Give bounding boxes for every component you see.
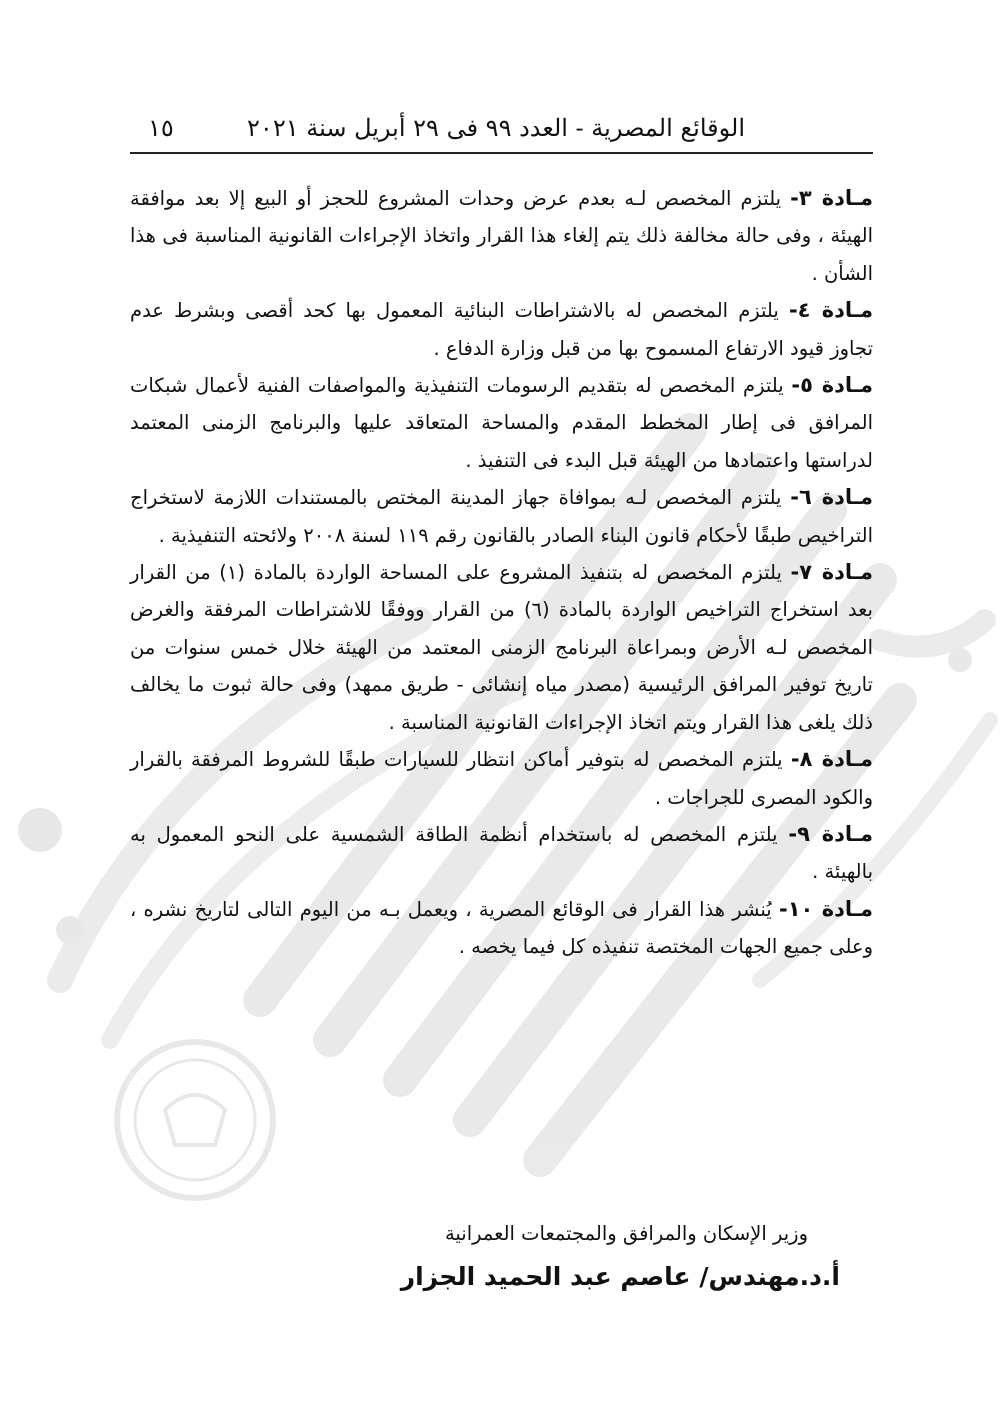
article-label: مـادة ١٠-: [779, 896, 873, 921]
article-7: [130, 554, 873, 741]
article-label: مـادة ٥-: [791, 373, 873, 398]
article-text: يلتزم المخصص له باستخدام أنظمة الطاقة الشمسية على النحو المعمول به بالهيئة .: [130, 822, 873, 884]
article-text: يلتزم المخصص له بتقديم الرسومات التنفيذية والمواصفات الفنية لأعمال شبكات المرافق فى إطار المخطط المقدم والمساحة المتعاقد عليها والبرنامج الزمنى المعتمد لدراستها واعتمادها من الهيئة قبل البدء فى التنفيذ .: [130, 374, 873, 472]
signatory-title: وزير الإسكان والمرافق والمجتمعات العمرانية: [444, 1222, 808, 1245]
article-label: مـادة ٨-: [790, 747, 873, 772]
article-9: [130, 816, 873, 891]
signatory-name: أ.د.مهندس/ عاصم عبد الحميد الجزار: [400, 1262, 840, 1291]
article-text: يلتزم المخصص لـه بموافاة جهاز المدينة المختص بالمستندات اللازمة لاستخراج التراخيص طبقًا لأحكام قانون البناء الصادر بالقانون رقم ١١٩ لسنة ٢٠٠٨ ولائحته التنفيذية .: [130, 486, 873, 547]
article-label: مـادة ٦-: [790, 485, 873, 510]
article-text: يلتزم المخصص له بتوفير أماكن انتظار للسيارات طبقًا للشروط المرفقة بالقرار والكود المصرى للجراجات .: [130, 748, 873, 809]
article-4: [130, 292, 873, 367]
article-3: [130, 180, 873, 292]
gazette-header-title: الوقائع المصرية - العدد ٩٩ فى ٢٩ أبريل سنة ٢٠٢١: [247, 114, 745, 142]
article-label: مـادة ٣-: [790, 186, 873, 210]
document-body: [130, 180, 873, 966]
article-text: يلتزم المخصص لـه بعدم عرض وحدات المشروع للحجز أو البيع إلا بعد موافقة الهيئة ، وفى حالة مخالفة ذلك يتم إلغاء هذا القرار واتخاذ الإجراءات القانونية المناسبة فى هذا الشأن .: [130, 187, 873, 285]
article-text: يلتزم المخصص له بتنفيذ المشروع على المساحة الواردة بالمادة (١) من القرار بعد استخراج التراخيص الواردة بالمادة (٦) من القرار ووفقًا للاشتراطات المرفقة والغرض المخصص لـه الأرض وبمراعاة البرنامج الزمنى المعتمد من الهيئة خلال خمس سنوات من تاريخ توفير المرافق الرئيسية (مصدر مياه إنشائى - طريق ممهد) وفى حالة ثبوت ما يخالف ذلك يلغى هذا القرار ويتم اتخاذ الإجراءات القانونية المناسبة .: [130, 561, 873, 734]
article-10: [130, 891, 873, 966]
article-5: [130, 367, 873, 479]
article-6: [130, 479, 873, 554]
page-number: ١٥: [148, 114, 174, 142]
article-label: مـادة ٤-: [788, 298, 873, 323]
article-label: مـادة ٧-: [790, 560, 873, 585]
article-text: يُنشر هذا القرار فى الوقائع المصرية ، ويعمل بـه من اليوم التالى لتاريخ نشره ، وعلى جميع الجهات المختصة تنفيذه كل فيما يخصه .: [130, 897, 873, 959]
page-header: [130, 108, 873, 154]
article-label: مـادة ٩-: [788, 821, 873, 846]
article-8: [130, 741, 873, 816]
article-text: يلتزم المخصص له بالاشتراطات البنائية المعمول بها كحد أقصى وبشرط عدم تجاوز قيود الارتفاع المسموح بها من قبل وزارة الدفاع .: [130, 299, 873, 360]
